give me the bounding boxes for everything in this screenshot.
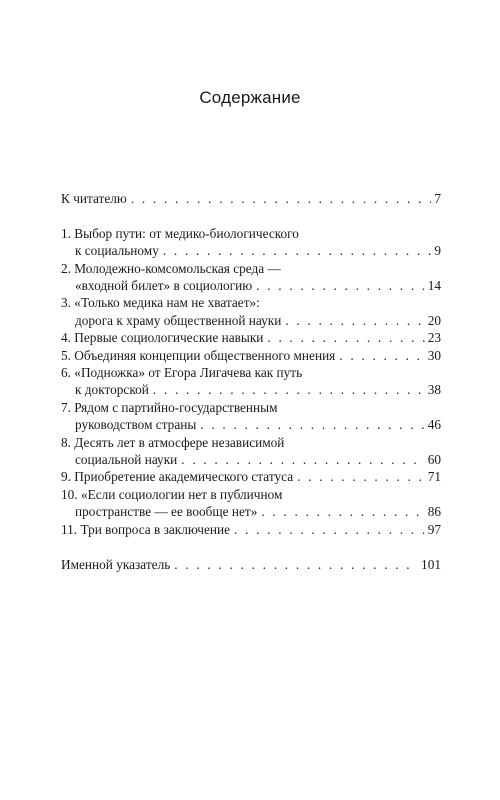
toc-page-number: 97 xyxy=(427,521,441,537)
toc-entry-title: 2. Молодежно-комсомольская среда — xyxy=(61,260,281,276)
toc-entry-chapter-6[interactable] xyxy=(61,364,441,399)
toc-entry-chapter-2[interactable] xyxy=(61,260,441,295)
toc-entry-title-continued: к социальному xyxy=(75,243,159,259)
toc-entry-title: 5. Объединяя концепции общественного мнения xyxy=(61,347,336,363)
toc-entry-title-continued: руководством страны xyxy=(75,417,197,433)
dot-leader xyxy=(153,381,425,398)
toc-entry-chapter-7[interactable] xyxy=(61,399,441,434)
toc-entry-title: К читателю xyxy=(61,191,127,206)
dot-leader xyxy=(234,521,425,538)
toc-entry-title: 4. Первые социологические навыки xyxy=(61,330,264,346)
toc-page-number: 7 xyxy=(434,191,441,206)
toc-page-number: 20 xyxy=(427,312,441,328)
dot-leader xyxy=(256,277,425,294)
dot-leader xyxy=(261,503,424,520)
dot-leader xyxy=(297,468,425,485)
toc-entry-title: 1. Выбор пути: от медико-биологического xyxy=(61,225,299,241)
dot-leader xyxy=(131,190,432,207)
toc-entry-chapter-5[interactable] xyxy=(61,347,441,364)
toc-page-number: 46 xyxy=(427,417,441,433)
toc-page-number: 71 xyxy=(427,469,441,485)
toc-page-number: 86 xyxy=(427,504,441,520)
toc-entry-title-continued: «входной билет» в социологию xyxy=(75,278,253,294)
toc-entry-chapter-8[interactable] xyxy=(61,434,441,469)
toc-page-number: 101 xyxy=(421,556,441,572)
toc-entry-chapter-10[interactable] xyxy=(61,486,441,521)
dot-leader xyxy=(200,416,424,433)
toc-entry-chapter-9[interactable] xyxy=(61,468,441,485)
toc-page-number: 60 xyxy=(427,452,441,468)
dot-leader xyxy=(163,242,431,259)
dot-leader xyxy=(285,312,424,329)
toc-entry-title: 11. Три вопроса в заключение xyxy=(61,521,231,537)
toc-entry-name-index[interactable] xyxy=(61,556,441,573)
toc-entry-title: Именной указатель xyxy=(61,556,171,572)
toc-entry-reader[interactable] xyxy=(61,190,441,207)
toc-entry-title-continued: пространстве — ее вообще нет» xyxy=(75,504,258,520)
toc-entry-title-continued: социальной науки xyxy=(75,452,178,468)
dot-leader xyxy=(181,451,424,468)
toc-page-number: 14 xyxy=(427,278,441,294)
toc-page-number: 30 xyxy=(427,347,441,363)
toc-entry-chapter-1[interactable] xyxy=(61,225,441,260)
page-title: Содержание xyxy=(199,88,301,107)
toc-entry-title-continued: к докторской xyxy=(75,382,149,398)
toc-entry-title: 10. «Если социологии нет в публичном xyxy=(61,486,283,502)
table-of-contents xyxy=(61,190,441,573)
toc-entry-chapter-4[interactable] xyxy=(61,329,441,346)
toc-page-number: 23 xyxy=(427,330,441,346)
dot-leader xyxy=(267,329,424,346)
toc-entry-title-continued: дорога к храму общественной науки xyxy=(75,312,282,328)
toc-entry-chapter-11[interactable] xyxy=(61,521,441,538)
dot-leader xyxy=(174,556,418,573)
dot-leader xyxy=(339,347,424,364)
toc-entry-title: 3. «Только медика нам не хватает»: xyxy=(61,295,260,311)
toc-entry-title: 9. Приобретение академического статуса xyxy=(61,469,294,485)
toc-page-number: 9 xyxy=(434,243,441,259)
toc-entry-title: 6. «Подножка» от Егора Лигачева как путь xyxy=(61,365,303,381)
toc-page-number: 38 xyxy=(427,382,441,398)
toc-entry-chapter-3[interactable] xyxy=(61,294,441,329)
toc-entry-title: 8. Десять лет в атмосфере независимой xyxy=(61,434,285,450)
toc-entry-title: 7. Рядом с партийно-государственным xyxy=(61,399,278,415)
